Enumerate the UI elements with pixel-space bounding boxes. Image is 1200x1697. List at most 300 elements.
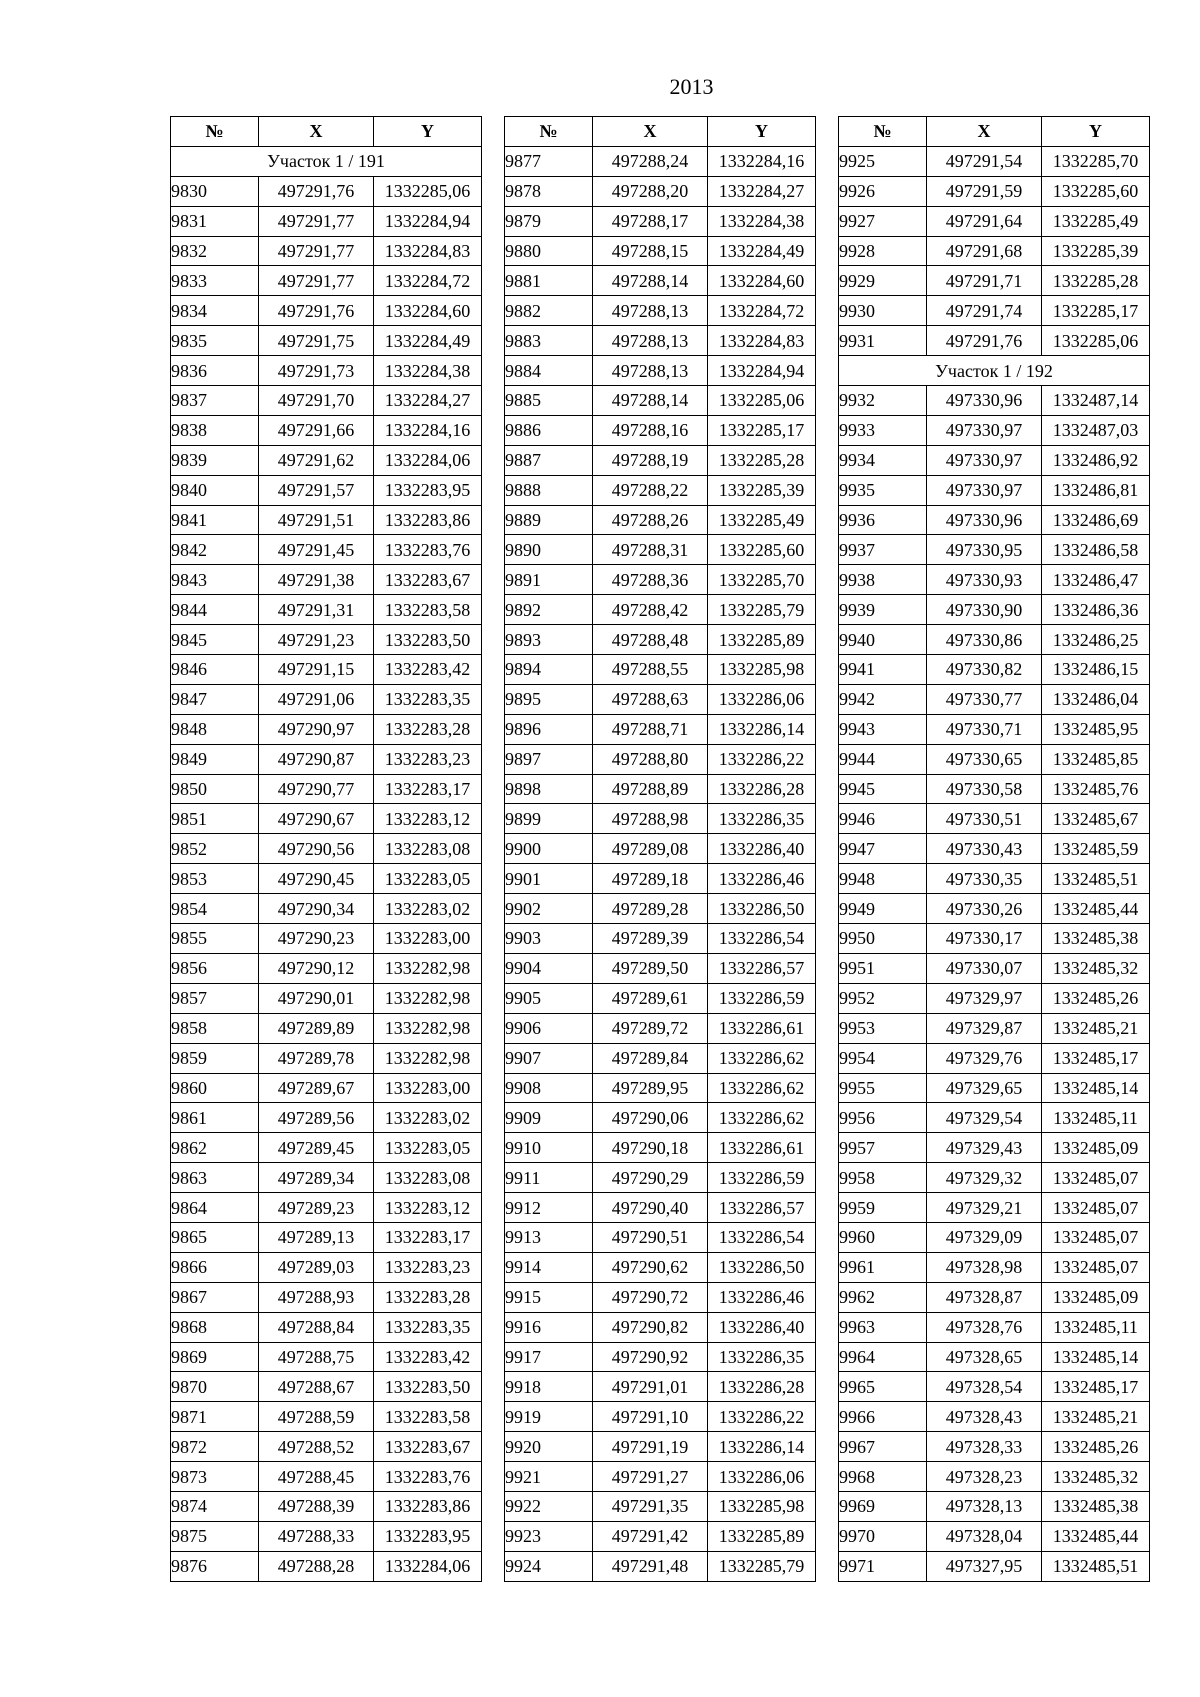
- x-coordinate-cell: 497288,15: [593, 236, 708, 266]
- y-coordinate-cell: 1332283,35: [374, 1312, 482, 1342]
- y-coordinate-cell: 1332486,36: [1042, 595, 1150, 625]
- table-row: [839, 1312, 1150, 1342]
- table-row: [505, 206, 816, 236]
- table-row: [505, 475, 816, 505]
- table-row: [505, 625, 816, 655]
- point-number-cell: 9895: [505, 684, 593, 714]
- table-row: [839, 864, 1150, 894]
- x-coordinate-cell: 497290,72: [593, 1282, 708, 1312]
- point-number-cell: 9832: [171, 236, 259, 266]
- point-number-cell: 9851: [171, 804, 259, 834]
- x-coordinate-cell: 497329,21: [927, 1193, 1042, 1223]
- y-coordinate-cell: 1332286,14: [708, 714, 816, 744]
- table-header-row: [839, 117, 1150, 147]
- header-y: Y: [374, 117, 482, 147]
- point-number-cell: 9970: [839, 1521, 927, 1551]
- y-coordinate-cell: 1332285,89: [708, 625, 816, 655]
- point-number-cell: 9878: [505, 176, 593, 206]
- y-coordinate-cell: 1332284,60: [374, 296, 482, 326]
- y-coordinate-cell: 1332486,47: [1042, 565, 1150, 595]
- x-coordinate-cell: 497328,76: [927, 1312, 1042, 1342]
- y-coordinate-cell: 1332284,06: [374, 1551, 482, 1581]
- table-row: [839, 595, 1150, 625]
- table-row: [171, 595, 482, 625]
- table-row: [505, 505, 816, 535]
- point-number-cell: 9887: [505, 445, 593, 475]
- point-number-cell: 9867: [171, 1282, 259, 1312]
- point-number-cell: 9831: [171, 206, 259, 236]
- x-coordinate-cell: 497289,84: [593, 1043, 708, 1073]
- table-row: [505, 1491, 816, 1521]
- y-coordinate-cell: 1332286,22: [708, 1402, 816, 1432]
- table-row: [839, 1163, 1150, 1193]
- x-coordinate-cell: 497330,58: [927, 774, 1042, 804]
- x-coordinate-cell: 497291,01: [593, 1372, 708, 1402]
- point-number-cell: 9965: [839, 1372, 927, 1402]
- x-coordinate-cell: 497289,45: [259, 1133, 374, 1163]
- y-coordinate-cell: 1332284,27: [708, 176, 816, 206]
- point-number-cell: 9957: [839, 1133, 927, 1163]
- y-coordinate-cell: 1332283,28: [374, 1282, 482, 1312]
- y-coordinate-cell: 1332283,17: [374, 774, 482, 804]
- point-number-cell: 9840: [171, 475, 259, 505]
- x-coordinate-cell: 497288,13: [593, 296, 708, 326]
- x-coordinate-cell: 497291,54: [927, 146, 1042, 176]
- x-coordinate-cell: 497330,82: [927, 655, 1042, 685]
- y-coordinate-cell: 1332286,22: [708, 744, 816, 774]
- x-coordinate-cell: 497291,35: [593, 1491, 708, 1521]
- table-row: [505, 296, 816, 326]
- point-number-cell: 9870: [171, 1372, 259, 1402]
- point-number-cell: 9886: [505, 415, 593, 445]
- y-coordinate-cell: 1332283,76: [374, 535, 482, 565]
- y-coordinate-cell: 1332285,17: [708, 415, 816, 445]
- table-row: [505, 595, 816, 625]
- point-number-cell: 9841: [171, 505, 259, 535]
- table-row: [171, 774, 482, 804]
- table-row: [171, 1402, 482, 1432]
- table-row: [505, 1312, 816, 1342]
- point-number-cell: 9967: [839, 1432, 927, 1462]
- point-number-cell: 9880: [505, 236, 593, 266]
- y-coordinate-cell: 1332283,76: [374, 1462, 482, 1492]
- y-coordinate-cell: 1332286,62: [708, 1043, 816, 1073]
- y-coordinate-cell: 1332286,54: [708, 1222, 816, 1252]
- point-number-cell: 9932: [839, 386, 927, 416]
- y-coordinate-cell: 1332485,76: [1042, 774, 1150, 804]
- x-coordinate-cell: 497290,51: [593, 1222, 708, 1252]
- point-number-cell: 9885: [505, 386, 593, 416]
- table-row: [839, 1491, 1150, 1521]
- table-row: [505, 266, 816, 296]
- x-coordinate-cell: 497290,62: [593, 1252, 708, 1282]
- y-coordinate-cell: 1332286,62: [708, 1073, 816, 1103]
- section-title: Участок 1 / 192: [839, 356, 1150, 386]
- table-row: [505, 1462, 816, 1492]
- y-coordinate-cell: 1332485,51: [1042, 864, 1150, 894]
- y-coordinate-cell: 1332485,07: [1042, 1252, 1150, 1282]
- table-row: [505, 1521, 816, 1551]
- point-number-cell: 9874: [171, 1491, 259, 1521]
- y-coordinate-cell: 1332485,21: [1042, 1402, 1150, 1432]
- table-row: [505, 1073, 816, 1103]
- point-number-cell: 9859: [171, 1043, 259, 1073]
- x-coordinate-cell: 497289,56: [259, 1103, 374, 1133]
- y-coordinate-cell: 1332286,61: [708, 1133, 816, 1163]
- x-coordinate-cell: 497328,33: [927, 1432, 1042, 1462]
- table-row: [171, 176, 482, 206]
- point-number-cell: 9903: [505, 924, 593, 954]
- x-coordinate-cell: 497291,23: [259, 625, 374, 655]
- table-row: [839, 1193, 1150, 1223]
- table-row: [171, 1551, 482, 1581]
- y-coordinate-cell: 1332282,98: [374, 983, 482, 1013]
- point-number-cell: 9953: [839, 1013, 927, 1043]
- x-coordinate-cell: 497328,04: [927, 1521, 1042, 1551]
- y-coordinate-cell: 1332285,60: [708, 535, 816, 565]
- y-coordinate-cell: 1332486,81: [1042, 475, 1150, 505]
- point-number-cell: 9941: [839, 655, 927, 685]
- point-number-cell: 9961: [839, 1252, 927, 1282]
- x-coordinate-cell: 497328,65: [927, 1342, 1042, 1372]
- table-row: [171, 1193, 482, 1223]
- x-coordinate-cell: 497330,93: [927, 565, 1042, 595]
- point-number-cell: 9894: [505, 655, 593, 685]
- page-number: 2013: [669, 74, 714, 99]
- x-coordinate-cell: 497288,36: [593, 565, 708, 595]
- y-coordinate-cell: 1332286,06: [708, 684, 816, 714]
- table-row: [171, 505, 482, 535]
- table-row: [839, 1551, 1150, 1581]
- x-coordinate-cell: 497288,26: [593, 505, 708, 535]
- table-row: [505, 1551, 816, 1581]
- point-number-cell: 9938: [839, 565, 927, 595]
- point-number-cell: 9959: [839, 1193, 927, 1223]
- x-coordinate-cell: 497288,45: [259, 1462, 374, 1492]
- y-coordinate-cell: 1332286,59: [708, 983, 816, 1013]
- x-coordinate-cell: 497288,13: [593, 356, 708, 386]
- table-row: [839, 684, 1150, 714]
- x-coordinate-cell: 497289,72: [593, 1013, 708, 1043]
- point-number-cell: 9923: [505, 1521, 593, 1551]
- point-number-cell: 9877: [505, 146, 593, 176]
- table-row: [839, 804, 1150, 834]
- point-number-cell: 9865: [171, 1222, 259, 1252]
- table-row: [171, 1312, 482, 1342]
- point-number-cell: 9833: [171, 266, 259, 296]
- y-coordinate-cell: 1332283,35: [374, 684, 482, 714]
- x-coordinate-cell: 497290,06: [593, 1103, 708, 1133]
- point-number-cell: 9838: [171, 415, 259, 445]
- x-coordinate-cell: 497330,43: [927, 834, 1042, 864]
- table-row: [505, 1133, 816, 1163]
- table-row: [505, 744, 816, 774]
- x-coordinate-cell: 497291,73: [259, 356, 374, 386]
- y-coordinate-cell: 1332282,98: [374, 953, 482, 983]
- section-row: [171, 146, 482, 176]
- point-number-cell: 9947: [839, 834, 927, 864]
- point-number-cell: 9934: [839, 445, 927, 475]
- x-coordinate-cell: 497328,87: [927, 1282, 1042, 1312]
- point-number-cell: 9945: [839, 774, 927, 804]
- x-coordinate-cell: 497289,18: [593, 864, 708, 894]
- x-coordinate-cell: 497330,77: [927, 684, 1042, 714]
- point-number-cell: 9927: [839, 206, 927, 236]
- x-coordinate-cell: 497288,75: [259, 1342, 374, 1372]
- table-row: [171, 804, 482, 834]
- point-number-cell: 9929: [839, 266, 927, 296]
- point-number-cell: 9918: [505, 1372, 593, 1402]
- x-coordinate-cell: 497288,84: [259, 1312, 374, 1342]
- header-x: X: [593, 117, 708, 147]
- point-number-cell: 9899: [505, 804, 593, 834]
- point-number-cell: 9844: [171, 595, 259, 625]
- y-coordinate-cell: 1332283,08: [374, 834, 482, 864]
- y-coordinate-cell: 1332283,05: [374, 1133, 482, 1163]
- point-number-cell: 9921: [505, 1462, 593, 1492]
- section-row: [839, 356, 1150, 386]
- table-row: [505, 774, 816, 804]
- x-coordinate-cell: 497328,13: [927, 1491, 1042, 1521]
- x-coordinate-cell: 497290,12: [259, 953, 374, 983]
- x-coordinate-cell: 497329,97: [927, 983, 1042, 1013]
- y-coordinate-cell: 1332283,05: [374, 864, 482, 894]
- table-row: [171, 1491, 482, 1521]
- x-coordinate-cell: 497329,76: [927, 1043, 1042, 1073]
- point-number-cell: 9912: [505, 1193, 593, 1223]
- y-coordinate-cell: 1332283,28: [374, 714, 482, 744]
- x-coordinate-cell: 497330,51: [927, 804, 1042, 834]
- point-number-cell: 9966: [839, 1402, 927, 1432]
- point-number-cell: 9855: [171, 924, 259, 954]
- x-coordinate-cell: 497288,28: [259, 1551, 374, 1581]
- point-number-cell: 9950: [839, 924, 927, 954]
- x-coordinate-cell: 497291,06: [259, 684, 374, 714]
- point-number-cell: 9857: [171, 983, 259, 1013]
- point-number-cell: 9936: [839, 505, 927, 535]
- point-number-cell: 9875: [171, 1521, 259, 1551]
- y-coordinate-cell: 1332283,02: [374, 894, 482, 924]
- table-row: [839, 625, 1150, 655]
- y-coordinate-cell: 1332485,95: [1042, 714, 1150, 744]
- point-number-cell: 9856: [171, 953, 259, 983]
- point-number-cell: 9861: [171, 1103, 259, 1133]
- y-coordinate-cell: 1332284,72: [374, 266, 482, 296]
- y-coordinate-cell: 1332485,09: [1042, 1133, 1150, 1163]
- x-coordinate-cell: 497290,82: [593, 1312, 708, 1342]
- y-coordinate-cell: 1332285,39: [1042, 236, 1150, 266]
- point-number-cell: 9920: [505, 1432, 593, 1462]
- point-number-cell: 9837: [171, 386, 259, 416]
- y-coordinate-cell: 1332283,95: [374, 475, 482, 505]
- y-coordinate-cell: 1332486,69: [1042, 505, 1150, 535]
- table-row: [839, 655, 1150, 685]
- y-coordinate-cell: 1332487,03: [1042, 415, 1150, 445]
- table-row: [171, 953, 482, 983]
- y-coordinate-cell: 1332485,07: [1042, 1163, 1150, 1193]
- table-row: [171, 1133, 482, 1163]
- x-coordinate-cell: 497288,22: [593, 475, 708, 505]
- table-row: [171, 1103, 482, 1133]
- point-number-cell: 9906: [505, 1013, 593, 1043]
- x-coordinate-cell: 497291,10: [593, 1402, 708, 1432]
- table-row: [839, 1462, 1150, 1492]
- coordinates-table-1: [170, 116, 482, 1582]
- table-row: [171, 565, 482, 595]
- table-row: [171, 326, 482, 356]
- point-number-cell: 9911: [505, 1163, 593, 1193]
- point-number-cell: 9922: [505, 1491, 593, 1521]
- y-coordinate-cell: 1332486,04: [1042, 684, 1150, 714]
- table-row: [839, 206, 1150, 236]
- x-coordinate-cell: 497288,13: [593, 326, 708, 356]
- x-coordinate-cell: 497291,77: [259, 206, 374, 236]
- table-row: [839, 415, 1150, 445]
- point-number-cell: 9901: [505, 864, 593, 894]
- point-number-cell: 9873: [171, 1462, 259, 1492]
- y-coordinate-cell: 1332286,50: [708, 894, 816, 924]
- y-coordinate-cell: 1332285,89: [708, 1521, 816, 1551]
- y-coordinate-cell: 1332485,26: [1042, 1432, 1150, 1462]
- y-coordinate-cell: 1332284,16: [374, 415, 482, 445]
- table-row: [505, 1193, 816, 1223]
- point-number-cell: 9917: [505, 1342, 593, 1372]
- x-coordinate-cell: 497329,09: [927, 1222, 1042, 1252]
- y-coordinate-cell: 1332284,38: [374, 356, 482, 386]
- point-number-cell: 9849: [171, 744, 259, 774]
- x-coordinate-cell: 497291,77: [259, 236, 374, 266]
- x-coordinate-cell: 497288,33: [259, 1521, 374, 1551]
- point-number-cell: 9897: [505, 744, 593, 774]
- table-row: [505, 834, 816, 864]
- x-coordinate-cell: 497288,67: [259, 1372, 374, 1402]
- point-number-cell: 9891: [505, 565, 593, 595]
- x-coordinate-cell: 497328,23: [927, 1462, 1042, 1492]
- table-row: [171, 684, 482, 714]
- table-row: [171, 625, 482, 655]
- y-coordinate-cell: 1332284,49: [374, 326, 482, 356]
- table-row: [171, 266, 482, 296]
- point-number-cell: 9913: [505, 1222, 593, 1252]
- y-coordinate-cell: 1332485,38: [1042, 924, 1150, 954]
- x-coordinate-cell: 497289,03: [259, 1252, 374, 1282]
- table-row: [505, 1252, 816, 1282]
- y-coordinate-cell: 1332283,08: [374, 1163, 482, 1193]
- point-number-cell: 9969: [839, 1491, 927, 1521]
- y-coordinate-cell: 1332485,85: [1042, 744, 1150, 774]
- x-coordinate-cell: 497288,89: [593, 774, 708, 804]
- x-coordinate-cell: 497290,97: [259, 714, 374, 744]
- y-coordinate-cell: 1332285,28: [1042, 266, 1150, 296]
- table-row: [839, 1342, 1150, 1372]
- y-coordinate-cell: 1332285,49: [1042, 206, 1150, 236]
- point-number-cell: 9852: [171, 834, 259, 864]
- x-coordinate-cell: 497329,43: [927, 1133, 1042, 1163]
- point-number-cell: 9907: [505, 1043, 593, 1073]
- table-row: [171, 415, 482, 445]
- table-row: [839, 1073, 1150, 1103]
- point-number-cell: 9869: [171, 1342, 259, 1372]
- x-coordinate-cell: 497291,76: [259, 296, 374, 326]
- table-row: [839, 146, 1150, 176]
- y-coordinate-cell: 1332485,07: [1042, 1222, 1150, 1252]
- x-coordinate-cell: 497330,96: [927, 386, 1042, 416]
- y-coordinate-cell: 1332285,06: [374, 176, 482, 206]
- point-number-cell: 9939: [839, 595, 927, 625]
- header-y: Y: [1042, 117, 1150, 147]
- point-number-cell: 9942: [839, 684, 927, 714]
- x-coordinate-cell: 497290,40: [593, 1193, 708, 1223]
- point-number-cell: 9843: [171, 565, 259, 595]
- y-coordinate-cell: 1332284,94: [374, 206, 482, 236]
- x-coordinate-cell: 497291,48: [593, 1551, 708, 1581]
- table-row: [505, 924, 816, 954]
- x-coordinate-cell: 497327,95: [927, 1551, 1042, 1581]
- y-coordinate-cell: 1332485,26: [1042, 983, 1150, 1013]
- point-number-cell: 9925: [839, 146, 927, 176]
- y-coordinate-cell: 1332283,95: [374, 1521, 482, 1551]
- y-coordinate-cell: 1332286,40: [708, 1312, 816, 1342]
- table-row: [505, 953, 816, 983]
- header-x: X: [259, 117, 374, 147]
- point-number-cell: 9846: [171, 655, 259, 685]
- table-row: [171, 744, 482, 774]
- point-number-cell: 9854: [171, 894, 259, 924]
- table-row: [171, 236, 482, 266]
- y-coordinate-cell: 1332485,17: [1042, 1372, 1150, 1402]
- table-row: [839, 266, 1150, 296]
- point-number-cell: 9879: [505, 206, 593, 236]
- y-coordinate-cell: 1332286,50: [708, 1252, 816, 1282]
- point-number-cell: 9914: [505, 1252, 593, 1282]
- x-coordinate-cell: 497329,87: [927, 1013, 1042, 1043]
- x-coordinate-cell: 497288,14: [593, 386, 708, 416]
- point-number-cell: 9890: [505, 535, 593, 565]
- y-coordinate-cell: 1332285,28: [708, 445, 816, 475]
- point-number-cell: 9835: [171, 326, 259, 356]
- table-row: [505, 1342, 816, 1372]
- y-coordinate-cell: 1332285,70: [1042, 146, 1150, 176]
- point-number-cell: 9888: [505, 475, 593, 505]
- table-row: [839, 1432, 1150, 1462]
- table-row: [505, 864, 816, 894]
- table-row: [171, 296, 482, 326]
- point-number-cell: 9883: [505, 326, 593, 356]
- x-coordinate-cell: 497288,48: [593, 625, 708, 655]
- table-row: [171, 1521, 482, 1551]
- table-row: [839, 1252, 1150, 1282]
- header-y: Y: [708, 117, 816, 147]
- point-number-cell: 9904: [505, 953, 593, 983]
- point-number-cell: 9905: [505, 983, 593, 1013]
- x-coordinate-cell: 497291,68: [927, 236, 1042, 266]
- x-coordinate-cell: 497329,65: [927, 1073, 1042, 1103]
- table-row: [839, 1521, 1150, 1551]
- y-coordinate-cell: 1332486,58: [1042, 535, 1150, 565]
- table-header-row: [171, 117, 482, 147]
- point-number-cell: 9931: [839, 326, 927, 356]
- x-coordinate-cell: 497288,20: [593, 176, 708, 206]
- y-coordinate-cell: 1332286,06: [708, 1462, 816, 1492]
- y-coordinate-cell: 1332283,67: [374, 1432, 482, 1462]
- point-number-cell: 9842: [171, 535, 259, 565]
- point-number-cell: 9962: [839, 1282, 927, 1312]
- y-coordinate-cell: 1332283,00: [374, 1073, 482, 1103]
- x-coordinate-cell: 497288,52: [259, 1432, 374, 1462]
- table-row: [839, 983, 1150, 1013]
- table-row: [171, 834, 482, 864]
- x-coordinate-cell: 497329,32: [927, 1163, 1042, 1193]
